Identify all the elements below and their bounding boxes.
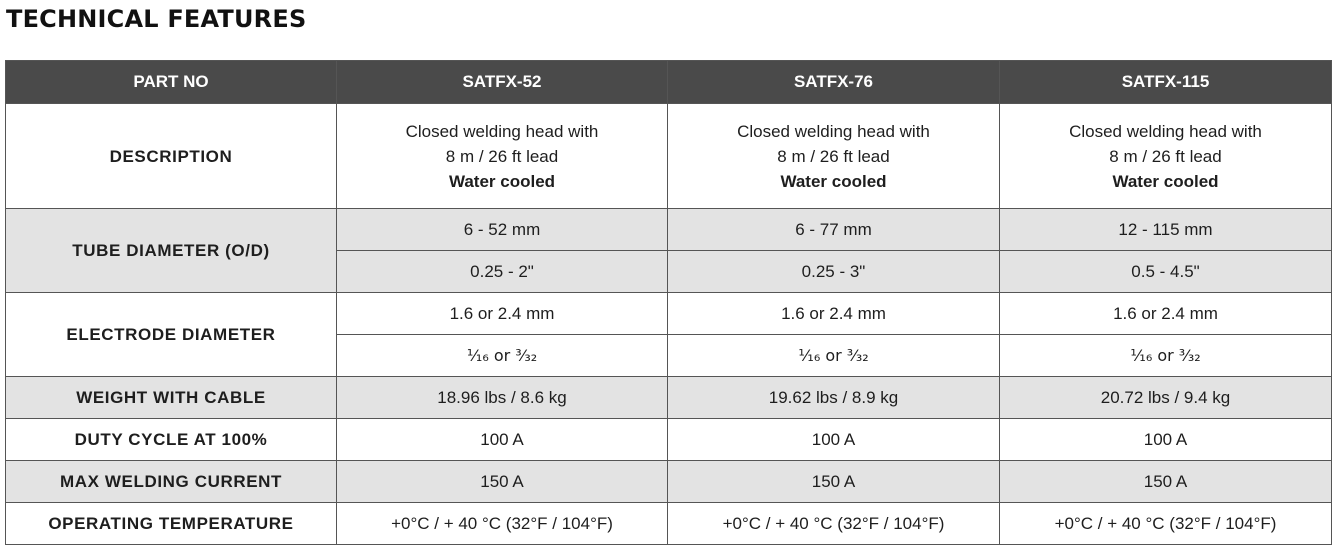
tube-diameter-inch: 0.25 - 2" [337, 251, 668, 293]
description-line: 8 m / 26 ft lead [445, 146, 559, 166]
duty-cycle-row [6, 419, 1332, 461]
description-cooling: Water cooled [448, 171, 556, 191]
operating-temp-value: +0°C / + 40 °C (32°F / 104°F) [1000, 503, 1332, 545]
tube-diameter-row-mm [6, 209, 1332, 251]
operating-temp-value: +0°C / + 40 °C (32°F / 104°F) [668, 503, 1000, 545]
weight-value: 19.62 lbs / 8.9 kg [668, 377, 1000, 419]
row-label: WEIGHT WITH CABLE [6, 377, 337, 419]
tube-diameter-mm: 6 - 77 mm [668, 209, 1000, 251]
operating-temp-row [6, 503, 1332, 545]
description-row [6, 104, 1332, 209]
row-label: DESCRIPTION [6, 104, 337, 209]
row-label: ELECTRODE DIAMETER [6, 293, 337, 377]
row-label: OPERATING TEMPERATURE [6, 503, 337, 545]
electrode-diameter-mm: 1.6 or 2.4 mm [668, 293, 1000, 335]
electrode-diameter-inch: ¹⁄₁₆ or ³⁄₃₂ [668, 335, 1000, 377]
tube-diameter-inch: 0.25 - 3" [668, 251, 1000, 293]
technical-features-table [5, 60, 1332, 545]
operating-temp-value: +0°C / + 40 °C (32°F / 104°F) [337, 503, 668, 545]
max-current-value: 150 A [668, 461, 1000, 503]
description-cooling: Water cooled [1112, 171, 1219, 191]
row-label: MAX WELDING CURRENT [6, 461, 337, 503]
header-model: SATFX-52 [337, 61, 668, 104]
header-model: SATFX-115 [1000, 61, 1332, 104]
duty-cycle-value: 100 A [1000, 419, 1332, 461]
weight-value: 18.96 lbs / 8.6 kg [337, 377, 668, 419]
description-line: Closed welding head with [405, 121, 599, 141]
header-part-no: PART NO [6, 61, 337, 104]
row-label: DUTY CYCLE AT 100% [6, 419, 337, 461]
description-cell [668, 104, 1000, 209]
tube-diameter-mm: 6 - 52 mm [337, 209, 668, 251]
header-model: SATFX-76 [668, 61, 1000, 104]
description-line: Closed welding head with [1069, 121, 1262, 141]
tube-diameter-inch: 0.5 - 4.5" [1000, 251, 1332, 293]
tube-diameter-mm: 12 - 115 mm [1000, 209, 1332, 251]
max-current-value: 150 A [1000, 461, 1332, 503]
description-line: 8 m / 26 ft lead [777, 146, 890, 166]
description-cell [337, 104, 668, 209]
electrode-diameter-inch: ¹⁄₁₆ or ³⁄₃₂ [1000, 335, 1332, 377]
max-current-value: 150 A [337, 461, 668, 503]
header-row [6, 61, 1332, 104]
description-line: 8 m / 26 ft lead [1109, 146, 1222, 166]
description-line: Closed welding head with [737, 121, 930, 141]
duty-cycle-value: 100 A [337, 419, 668, 461]
page-title: TECHNICAL FEATURES [6, 5, 307, 33]
electrode-diameter-mm: 1.6 or 2.4 mm [1000, 293, 1332, 335]
description-cell [1000, 104, 1332, 209]
electrode-diameter-inch: ¹⁄₁₆ or ³⁄₃₂ [337, 335, 668, 377]
duty-cycle-value: 100 A [668, 419, 1000, 461]
row-label: TUBE DIAMETER (O/D) [6, 209, 337, 293]
max-current-row [6, 461, 1332, 503]
electrode-diameter-row-mm [6, 293, 1332, 335]
electrode-diameter-mm: 1.6 or 2.4 mm [337, 293, 668, 335]
weight-row [6, 377, 1332, 419]
description-cooling: Water cooled [780, 171, 887, 191]
weight-value: 20.72 lbs / 9.4 kg [1000, 377, 1332, 419]
